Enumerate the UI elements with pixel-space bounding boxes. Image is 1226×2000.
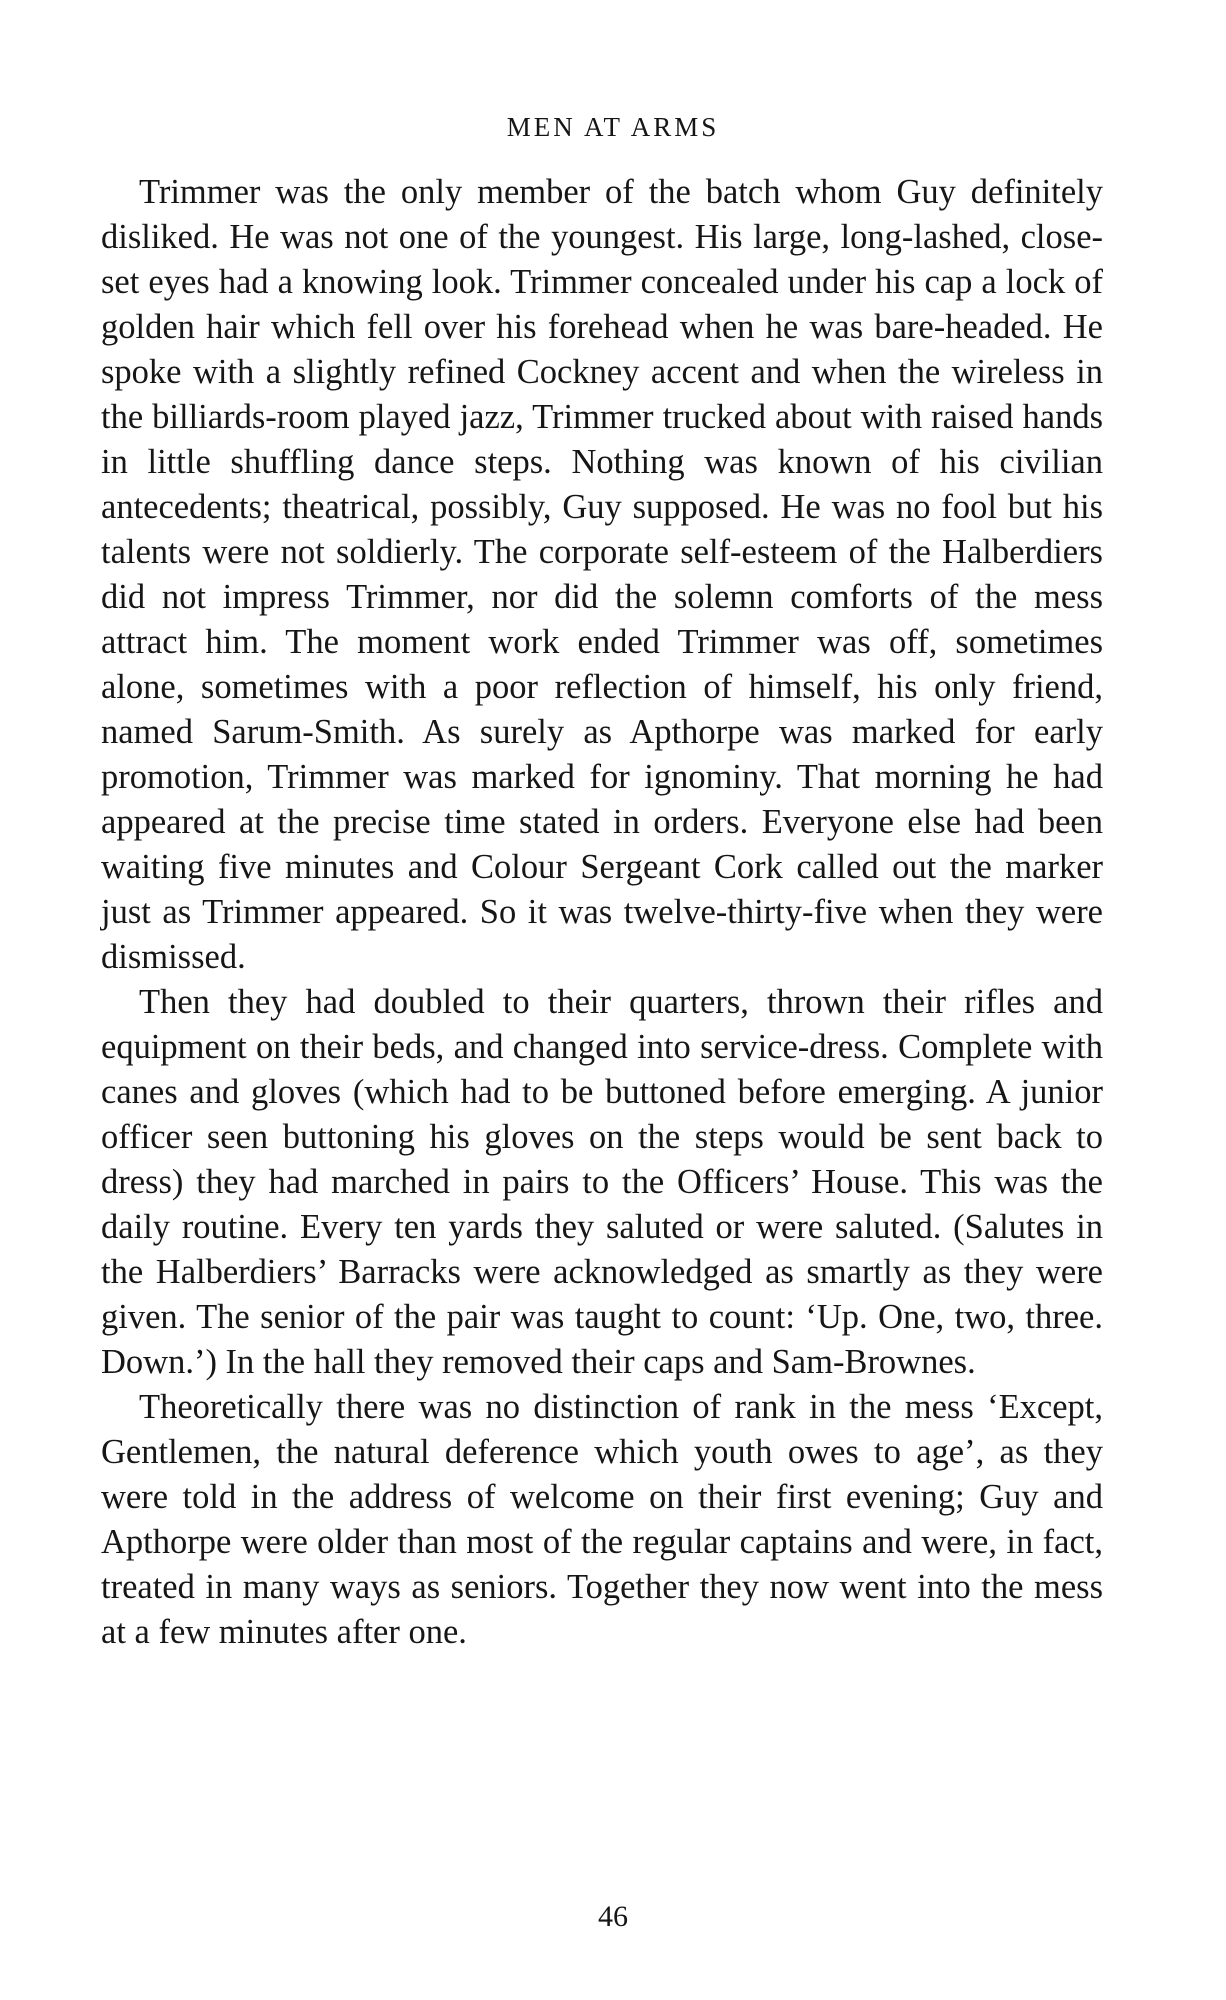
paragraph: Theoretically there was no distinction of rank in the mess ‘Except, Gentlemen, the natural deference which youth owes to age’, as they were told in the address of welcome on their first evening; Guy and Apthorpe were older than most of the regular captains and were, in fact, treated in many ways as seniors. Together they now went into the mess at a few minutes after one. — [101, 1388, 1103, 1651]
paragraph: Trimmer was the only member of the batch whom Guy definitely disliked. He was not one of the youngest. His large, long-lashed, close-set eyes had a knowing look. Trimmer concealed under his cap a lock of golden hair which fell over his forehead when he was bare-headed. He spoke with a slightly refined Cockney accent and when the wireless in the billiards-room played jazz, Trimmer trucked about with raised hands in little shuffling dance steps. Nothing was known of his civilian antecedents; theatrical, possibly, Guy supposed. He was no fool but his talents were not soldierly. The corporate self-esteem of the Halberdiers did not impress Trimmer, nor did the solemn comforts of the mess attract him. The moment work ended Trimmer was off, sometimes alone, sometimes with a poor reflection of himself, his only friend, named Sarum-Smith. As surely as Apthorpe was marked for early promotion, Trimmer was marked for ignominy. That morning he had appeared at the precise time stated in orders. Everyone else had been waiting five minutes and Colour Sergeant Cork called out the marker just as Trimmer appeared. So it was twelve-thirty-five when they were dismissed. — [101, 173, 1103, 976]
paragraph: Then they had doubled to their quarters, thrown their rifles and equipment on their beds, and changed into service-dress. Complete with canes and gloves (which had to be buttoned before emerging. A junior officer seen buttoning his gloves on the steps would be sent back to dress) they had marched in pairs to the Officers’ House. This was the daily routine. Every ten yards they saluted or were saluted. (Salutes in the Halberdiers’ Barracks were acknowledged as smartly as they were given. The senior of the pair was taught to count: ‘Up. One, two, three. Down.’) In the hall they removed their caps and Sam-Brownes. — [101, 983, 1103, 1381]
page-number: 46 — [598, 1900, 628, 1933]
running-head: MEN AT ARMS — [506, 112, 720, 142]
body-text — [101, 170, 1103, 1655]
